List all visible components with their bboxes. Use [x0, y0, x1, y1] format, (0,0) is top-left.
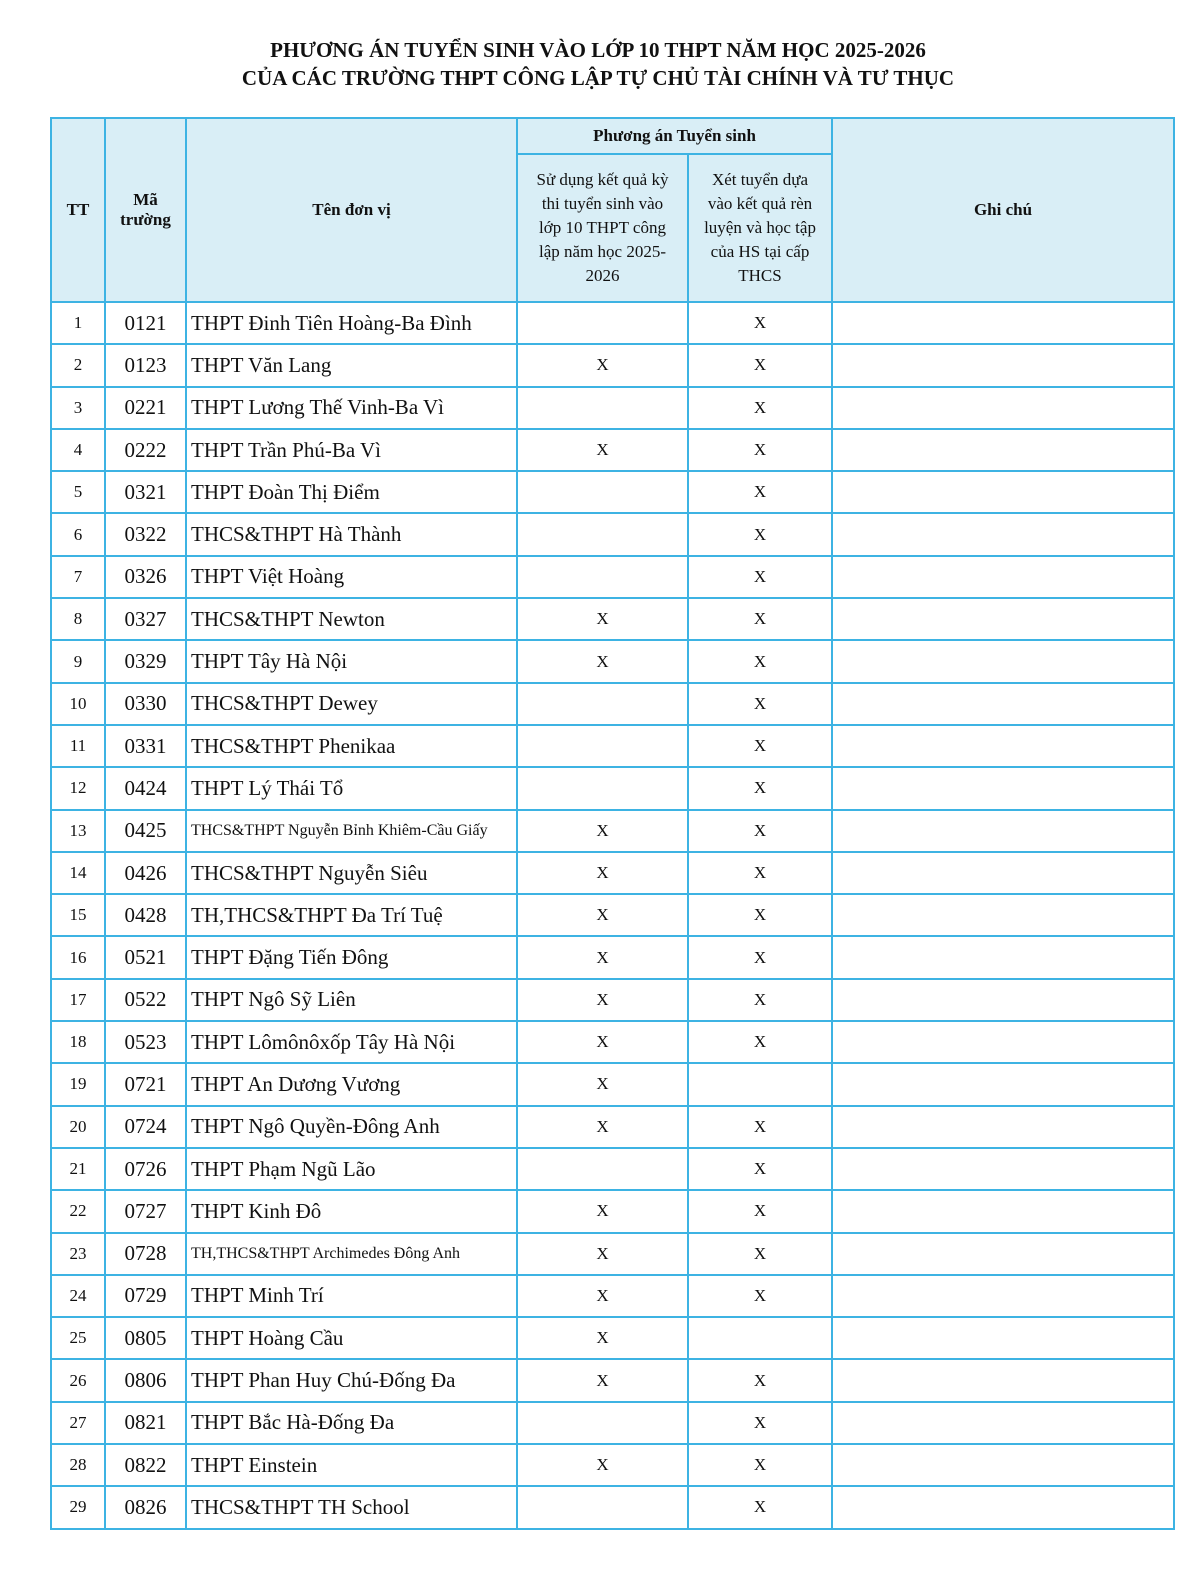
note-cell [832, 894, 1174, 936]
school-code: 0326 [105, 556, 186, 598]
row-number: 7 [51, 556, 105, 598]
row-number: 20 [51, 1106, 105, 1148]
school-code: 0327 [105, 598, 186, 640]
table-row [51, 810, 1174, 852]
school-name: THPT Minh Trí [186, 1275, 517, 1317]
header-ten-don-vi: Tên đơn vị [186, 118, 517, 302]
school-name: THPT Đoàn Thị Điểm [186, 471, 517, 513]
school-name: THPT Đặng Tiến Đông [186, 936, 517, 978]
option-review-mark: X [688, 513, 832, 555]
header-ghi-chu: Ghi chú [832, 118, 1174, 302]
table-row [51, 640, 1174, 682]
row-number: 25 [51, 1317, 105, 1359]
row-number: 9 [51, 640, 105, 682]
school-code: 0222 [105, 429, 186, 471]
table-row [51, 1317, 1174, 1359]
school-code: 0727 [105, 1190, 186, 1232]
table-row [51, 1359, 1174, 1401]
option-exam-mark: X [517, 979, 688, 1021]
school-code: 0822 [105, 1444, 186, 1486]
header-option-exam-line: thi tuyển sinh vào [541, 194, 664, 213]
header-option-review-line: vào kết quả rèn [707, 194, 813, 213]
note-cell [832, 302, 1174, 344]
option-review-mark: X [688, 640, 832, 682]
note-cell [832, 725, 1174, 767]
option-exam-mark [517, 767, 688, 809]
table-row [51, 429, 1174, 471]
option-review-mark: X [688, 1486, 832, 1528]
option-exam-mark: X [517, 1233, 688, 1275]
option-review-mark: X [688, 810, 832, 852]
option-review-mark: X [688, 471, 832, 513]
option-review-mark: X [688, 556, 832, 598]
table-row [51, 1021, 1174, 1063]
option-exam-mark: X [517, 1359, 688, 1401]
option-exam-mark: X [517, 1106, 688, 1148]
option-review-mark: X [688, 1359, 832, 1401]
header-option-review-line: THCS [738, 266, 782, 285]
option-review-mark: X [688, 852, 832, 894]
school-name: THCS&THPT TH School [186, 1486, 517, 1528]
row-number: 22 [51, 1190, 105, 1232]
table-row [51, 1190, 1174, 1232]
row-number: 5 [51, 471, 105, 513]
table-row [51, 513, 1174, 555]
document-title-line-1: PHƯƠNG ÁN TUYỂN SINH VÀO LỚP 10 THPT NĂM HỌC 2025-2026 [270, 38, 926, 62]
note-cell [832, 1106, 1174, 1148]
header-phuong-an: Phương án Tuyển sinh [517, 118, 832, 154]
row-number: 11 [51, 725, 105, 767]
table-row [51, 598, 1174, 640]
option-exam-mark [517, 725, 688, 767]
header-ma-truong [105, 118, 186, 302]
note-cell [832, 598, 1174, 640]
school-name: THCS&THPT Newton [186, 598, 517, 640]
header-option-exam-line: 2026 [585, 266, 620, 285]
school-code: 0330 [105, 683, 186, 725]
school-name: THCS&THPT Hà Thành [186, 513, 517, 555]
school-code: 0428 [105, 894, 186, 936]
option-review-mark: X [688, 1402, 832, 1444]
header-option-exam-line: lập năm học 2025- [539, 242, 666, 261]
option-exam-mark: X [517, 1190, 688, 1232]
table-row [51, 387, 1174, 429]
table-row [51, 1063, 1174, 1105]
option-review-mark: X [688, 1233, 832, 1275]
option-exam-mark [517, 556, 688, 598]
school-name: TH,THCS&THPT Archimedes Đông Anh [186, 1233, 517, 1275]
row-number: 4 [51, 429, 105, 471]
school-name: THPT Hoàng Cầu [186, 1317, 517, 1359]
row-number: 23 [51, 1233, 105, 1275]
header-option-exam-line: lớp 10 THPT công [539, 218, 666, 237]
option-exam-mark: X [517, 1063, 688, 1105]
option-exam-mark [517, 1402, 688, 1444]
option-review-mark: X [688, 1190, 832, 1232]
row-number: 15 [51, 894, 105, 936]
option-review-mark: X [688, 767, 832, 809]
table-row [51, 979, 1174, 1021]
option-review-mark: X [688, 1275, 832, 1317]
note-cell [832, 1444, 1174, 1486]
table-row [51, 1444, 1174, 1486]
school-code: 0221 [105, 387, 186, 429]
option-exam-mark: X [517, 1444, 688, 1486]
note-cell [832, 344, 1174, 386]
row-number: 2 [51, 344, 105, 386]
option-review-mark [688, 1317, 832, 1359]
row-number: 8 [51, 598, 105, 640]
school-name: THPT Bắc Hà-Đống Đa [186, 1402, 517, 1444]
option-exam-mark: X [517, 936, 688, 978]
school-code: 0826 [105, 1486, 186, 1528]
school-name: THPT Văn Lang [186, 344, 517, 386]
school-code: 0721 [105, 1063, 186, 1105]
option-exam-mark [517, 387, 688, 429]
school-code: 0425 [105, 810, 186, 852]
school-name: THCS&THPT Phenikaa [186, 725, 517, 767]
option-review-mark: X [688, 1444, 832, 1486]
school-name: THCS&THPT Nguyễn Bỉnh Khiêm-Cầu Giấy [186, 810, 517, 852]
header-option-exam-line: Sử dụng kết quả kỳ [536, 170, 669, 189]
school-code: 0821 [105, 1402, 186, 1444]
school-name: THPT An Dương Vương [186, 1063, 517, 1105]
option-exam-mark: X [517, 1021, 688, 1063]
option-review-mark: X [688, 1148, 832, 1190]
note-cell [832, 387, 1174, 429]
note-cell [832, 767, 1174, 809]
option-exam-mark: X [517, 810, 688, 852]
option-review-mark: X [688, 1106, 832, 1148]
school-name: THPT Việt Hoàng [186, 556, 517, 598]
row-number: 16 [51, 936, 105, 978]
option-exam-mark: X [517, 1317, 688, 1359]
table-row [51, 852, 1174, 894]
table-row [51, 344, 1174, 386]
option-exam-mark: X [517, 852, 688, 894]
row-number: 10 [51, 683, 105, 725]
school-name: THPT Lômônôxốp Tây Hà Nội [186, 1021, 517, 1063]
note-cell [832, 1190, 1174, 1232]
option-review-mark: X [688, 894, 832, 936]
row-number: 6 [51, 513, 105, 555]
note-cell [832, 1275, 1174, 1317]
school-name: THPT Tây Hà Nội [186, 640, 517, 682]
school-name: THPT Phan Huy Chú-Đống Đa [186, 1359, 517, 1401]
row-number: 1 [51, 302, 105, 344]
option-exam-mark: X [517, 598, 688, 640]
table-row [51, 556, 1174, 598]
school-code: 0522 [105, 979, 186, 1021]
row-number: 24 [51, 1275, 105, 1317]
table-row [51, 936, 1174, 978]
option-exam-mark [517, 513, 688, 555]
header-option-exam [517, 154, 688, 302]
option-exam-mark: X [517, 894, 688, 936]
school-code: 0331 [105, 725, 186, 767]
table-row [51, 302, 1174, 344]
option-exam-mark [517, 471, 688, 513]
school-code: 0728 [105, 1233, 186, 1275]
note-cell [832, 556, 1174, 598]
option-review-mark: X [688, 344, 832, 386]
row-number: 14 [51, 852, 105, 894]
school-name: THPT Ngô Sỹ Liên [186, 979, 517, 1021]
school-code: 0321 [105, 471, 186, 513]
note-cell [832, 852, 1174, 894]
row-number: 19 [51, 1063, 105, 1105]
note-cell [832, 1148, 1174, 1190]
school-name: THPT Lương Thế Vinh-Ba Vì [186, 387, 517, 429]
table-row [51, 894, 1174, 936]
school-code: 0729 [105, 1275, 186, 1317]
table-row [51, 1148, 1174, 1190]
row-number: 12 [51, 767, 105, 809]
option-review-mark: X [688, 683, 832, 725]
table-row [51, 1275, 1174, 1317]
note-cell [832, 640, 1174, 682]
option-review-mark: X [688, 936, 832, 978]
note-cell [832, 1486, 1174, 1528]
option-exam-mark [517, 1486, 688, 1528]
option-review-mark: X [688, 725, 832, 767]
row-number: 29 [51, 1486, 105, 1528]
table-row [51, 725, 1174, 767]
table-row [51, 471, 1174, 513]
school-name: THCS&THPT Nguyễn Siêu [186, 852, 517, 894]
option-review-mark [688, 1063, 832, 1105]
option-exam-mark: X [517, 429, 688, 471]
row-number: 21 [51, 1148, 105, 1190]
note-cell [832, 1063, 1174, 1105]
note-cell [832, 936, 1174, 978]
option-review-mark: X [688, 302, 832, 344]
school-code: 0521 [105, 936, 186, 978]
row-number: 28 [51, 1444, 105, 1486]
school-code: 0121 [105, 302, 186, 344]
school-name: THPT Ngô Quyền-Đông Anh [186, 1106, 517, 1148]
school-name: THPT Lý Thái Tổ [186, 767, 517, 809]
school-code: 0322 [105, 513, 186, 555]
option-exam-mark [517, 302, 688, 344]
option-exam-mark: X [517, 1275, 688, 1317]
school-code: 0726 [105, 1148, 186, 1190]
row-number: 3 [51, 387, 105, 429]
option-review-mark: X [688, 1021, 832, 1063]
header-row-top [51, 118, 1174, 154]
option-exam-mark: X [517, 640, 688, 682]
note-cell [832, 471, 1174, 513]
header-ma-truong-line2: trường [120, 210, 171, 229]
option-review-mark: X [688, 979, 832, 1021]
note-cell [832, 979, 1174, 1021]
note-cell [832, 1402, 1174, 1444]
table-body [51, 302, 1174, 1529]
option-review-mark: X [688, 387, 832, 429]
school-code: 0329 [105, 640, 186, 682]
table-row [51, 767, 1174, 809]
header-option-review-line: luyện và học tập [704, 218, 816, 237]
school-code: 0523 [105, 1021, 186, 1063]
row-number: 27 [51, 1402, 105, 1444]
note-cell [832, 1317, 1174, 1359]
row-number: 13 [51, 810, 105, 852]
admission-table [50, 117, 1175, 1530]
school-code: 0123 [105, 344, 186, 386]
option-review-mark: X [688, 598, 832, 640]
school-name: THPT Phạm Ngũ Lão [186, 1148, 517, 1190]
note-cell [832, 513, 1174, 555]
note-cell [832, 1359, 1174, 1401]
table-row [51, 1402, 1174, 1444]
header-option-review [688, 154, 832, 302]
note-cell [832, 810, 1174, 852]
note-cell [832, 683, 1174, 725]
school-name: THPT Đinh Tiên Hoàng-Ba Đình [186, 302, 517, 344]
option-exam-mark [517, 683, 688, 725]
option-exam-mark [517, 1148, 688, 1190]
school-code: 0426 [105, 852, 186, 894]
table-row [51, 683, 1174, 725]
header-tt: TT [51, 118, 105, 302]
option-review-mark: X [688, 429, 832, 471]
school-name: THPT Trần Phú-Ba Vì [186, 429, 517, 471]
school-name: THPT Kinh Đô [186, 1190, 517, 1232]
table-row [51, 1486, 1174, 1528]
table-row [51, 1233, 1174, 1275]
school-name: THCS&THPT Dewey [186, 683, 517, 725]
school-code: 0724 [105, 1106, 186, 1148]
school-code: 0805 [105, 1317, 186, 1359]
school-name: TH,THCS&THPT Đa Trí Tuệ [186, 894, 517, 936]
school-code: 0424 [105, 767, 186, 809]
header-option-review-line: của HS tại cấp [710, 242, 810, 261]
row-number: 18 [51, 1021, 105, 1063]
document-title-line-2: CỦA CÁC TRƯỜNG THPT CÔNG LẬP TỰ CHỦ TÀI CHÍNH VÀ TƯ THỤC [241, 66, 955, 90]
header-option-review-line: Xét tuyển dựa [711, 170, 809, 189]
school-name: THPT Einstein [186, 1444, 517, 1486]
header-ma-truong-line1: Mã [133, 190, 158, 209]
school-code: 0806 [105, 1359, 186, 1401]
note-cell [832, 429, 1174, 471]
note-cell [832, 1021, 1174, 1063]
note-cell [832, 1233, 1174, 1275]
row-number: 17 [51, 979, 105, 1021]
option-exam-mark: X [517, 344, 688, 386]
table-row [51, 1106, 1174, 1148]
row-number: 26 [51, 1359, 105, 1401]
